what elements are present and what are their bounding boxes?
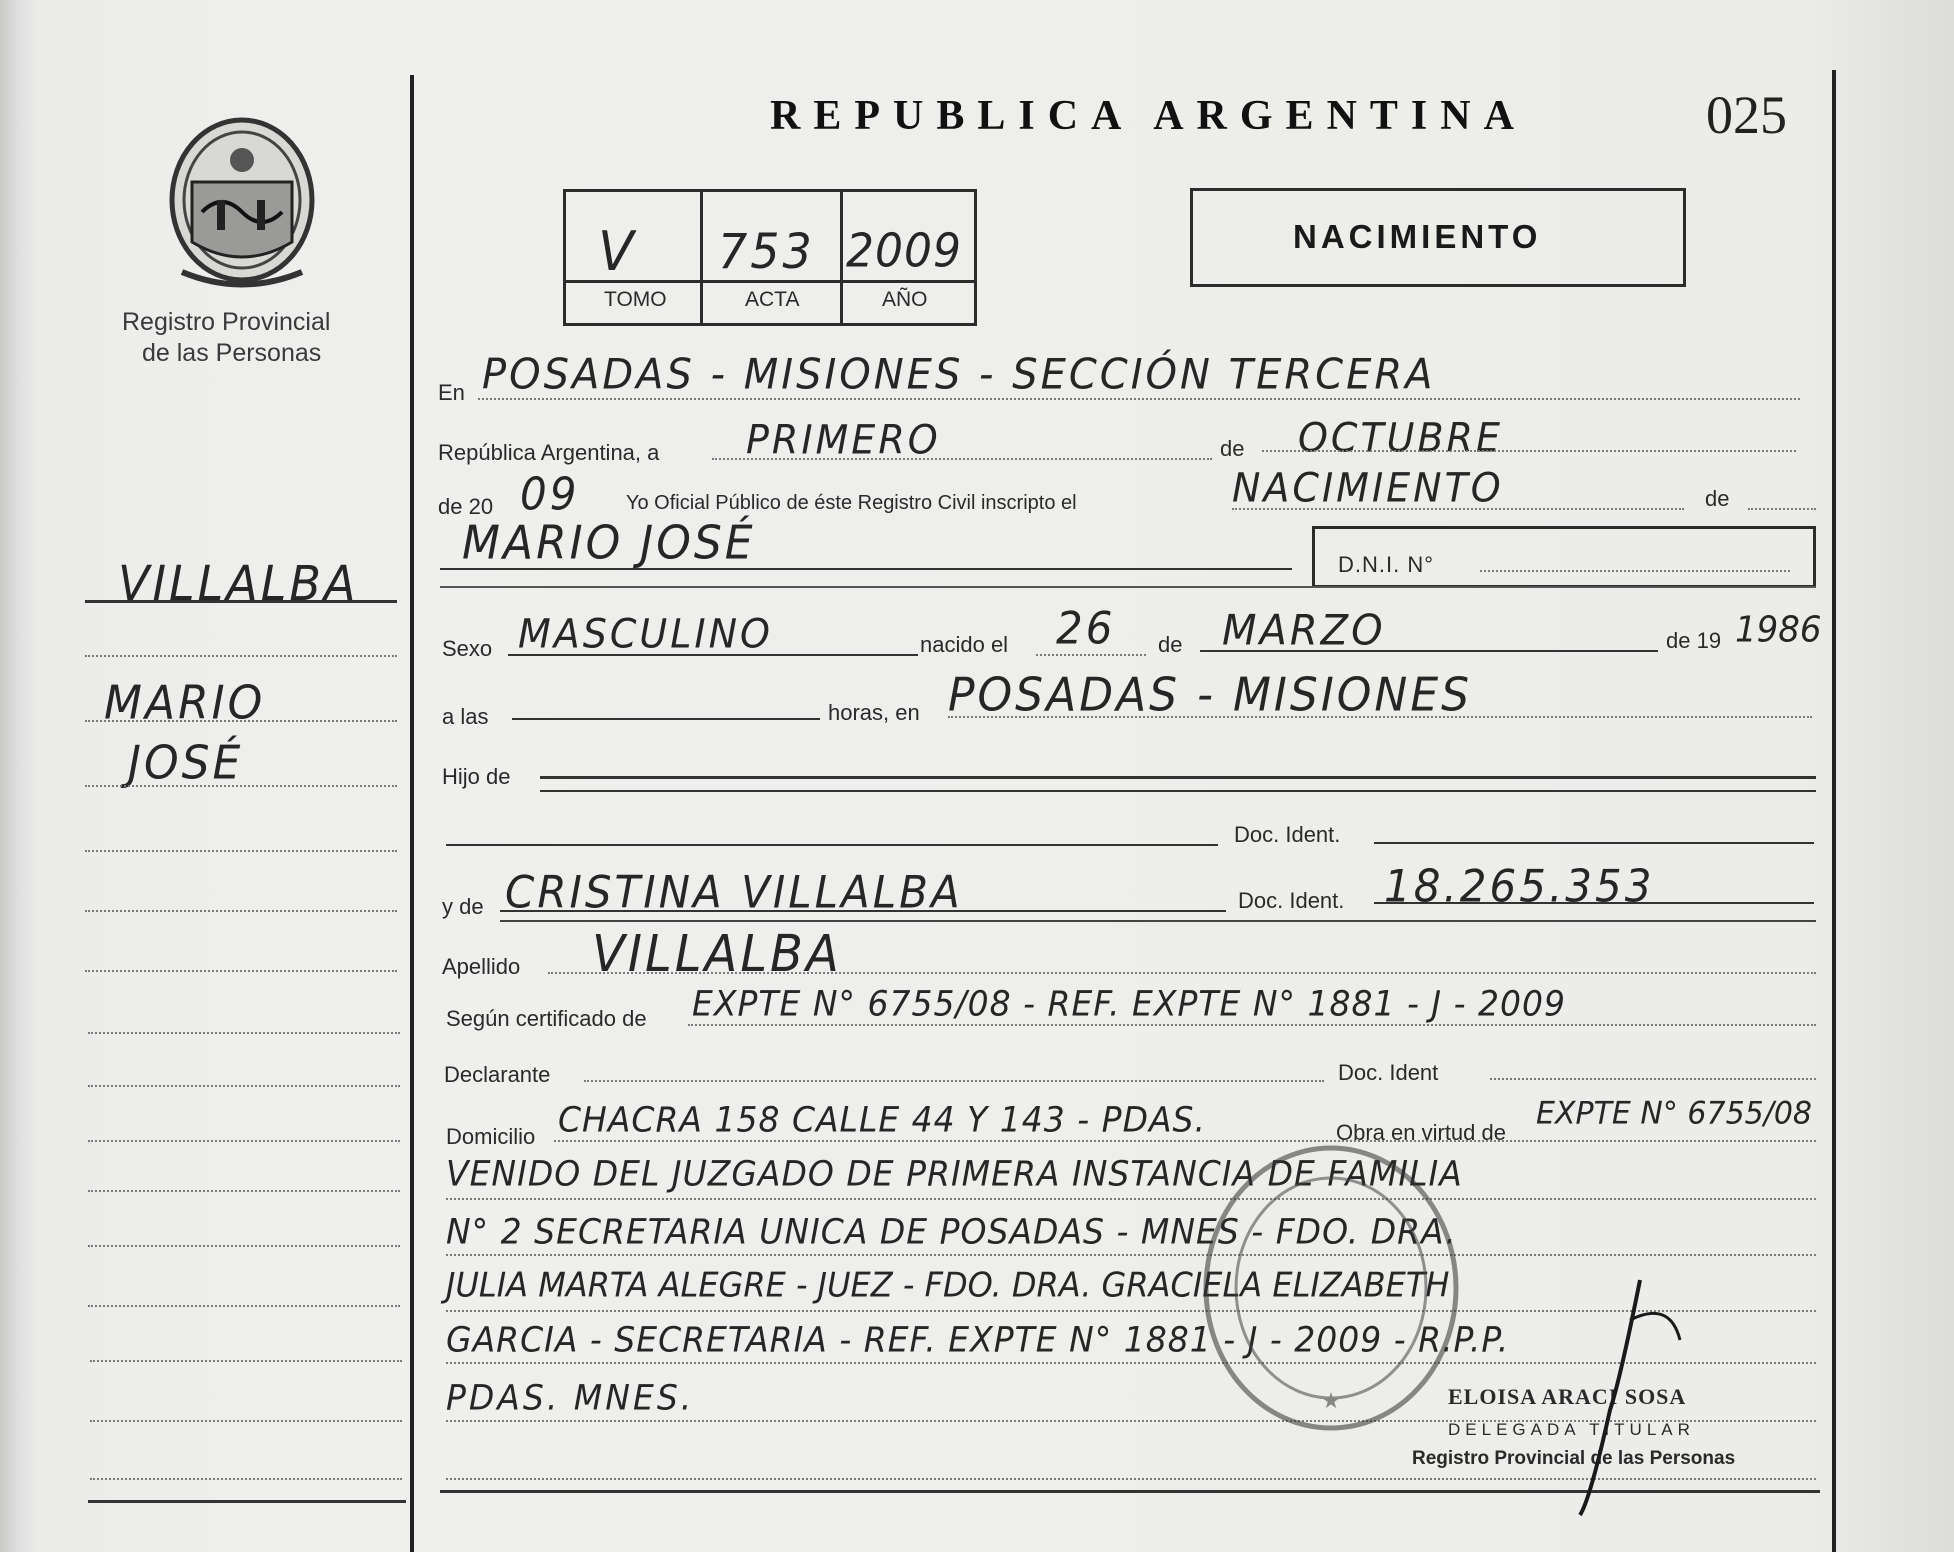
oficial-label: Yo Oficial Público de éste Registro Civil inscripto el [626, 492, 1077, 514]
surname-line [548, 972, 1816, 974]
note-line-2: N° 2 SECRETARIA UNICA DE POSADAS - MNES - FDO. DRA. [446, 1211, 1457, 1252]
place-line [478, 398, 1800, 400]
father-name-line [446, 844, 1218, 846]
margin-given-name-2: JOSÉ [128, 736, 244, 791]
note-line-3: JULIA MARTA ALEGRE - JUEZ - FDO. DRA. GRACIELA ELIZABETH [446, 1265, 1450, 1305]
horas-label: horas, en [828, 700, 920, 725]
tomo-value: V [598, 220, 644, 284]
acta-value: 753 [718, 222, 815, 280]
margin-given-name-1: MARIO [104, 676, 266, 731]
row-separator [500, 920, 1816, 922]
certificate-value: EXPTE N° 6755/08 - REF. EXPTE N° 1881 - J - 2009 [692, 983, 1566, 1024]
agency-name-line1: Registro Provincial [122, 308, 331, 336]
sexo-label: Sexo [442, 636, 493, 661]
margin-dotted-line [90, 1360, 402, 1362]
birth-year-value: 1986 [1735, 609, 1822, 651]
de-line [1748, 508, 1816, 510]
hijo-label: Hijo de [442, 764, 511, 789]
de-label-3: de [1158, 632, 1183, 657]
segun-label: Según certificado de [446, 1006, 647, 1031]
child-name-value: MARIO JOSÉ [462, 516, 756, 571]
margin-dotted-line [85, 720, 397, 722]
margin-dotted-line [88, 1245, 400, 1247]
de-label: de [1220, 436, 1245, 461]
birth-month-line [1200, 650, 1658, 652]
anio-label: AÑO [882, 288, 928, 311]
registry-box-divider [840, 189, 843, 323]
left-column-rule [410, 75, 414, 1552]
record-type-label: NACIMIENTO [1293, 218, 1542, 255]
margin-dotted-line [85, 850, 397, 852]
signature-icon [1560, 1260, 1700, 1520]
margin-dotted-line [88, 1305, 400, 1307]
official-seal-stamp-icon [1196, 1138, 1466, 1438]
right-margin-rule [1832, 70, 1836, 1552]
acta-label: ACTA [745, 288, 800, 311]
declarante-label: Declarante [444, 1062, 551, 1087]
obra-label: Obra en virtud de [1336, 1120, 1506, 1145]
declarante-line [584, 1080, 1324, 1082]
de-year-label: de 19 [1666, 628, 1722, 653]
note-rule [446, 1198, 1816, 1200]
en-label: En [438, 380, 465, 405]
apellido-label: Apellido [442, 954, 521, 979]
day-words-value: PRIMERO [746, 416, 941, 464]
declarante-doc-line [1490, 1078, 1816, 1080]
de-label-2: de [1705, 486, 1730, 511]
father-line-2 [540, 790, 1816, 792]
mother-name-line [500, 910, 1226, 912]
doc-ident-label-2: Doc. Ident. [1238, 888, 1345, 913]
republica-label: República Argentina, a [438, 440, 660, 465]
birth-place-line [948, 716, 1812, 718]
note-line-4: GARCIA - SECRETARIA - REF. EXPTE N° 1881 - J - 2009 - R.P.P. [446, 1319, 1510, 1360]
svg-text:★: ★ [1321, 1389, 1341, 1414]
sex-line [508, 654, 918, 656]
act-type-value: NACIMIENTO [1232, 464, 1504, 512]
birth-day-line [1036, 654, 1146, 656]
margin-dotted-line [88, 1032, 400, 1034]
surname-value: VILLALBA [592, 924, 842, 984]
domicile-line [554, 1140, 1816, 1142]
mother-doc-line [1374, 902, 1814, 904]
margin-dotted-line [88, 1140, 400, 1142]
birth-day-value: 26 [1056, 602, 1116, 655]
margin-surname: VILLALBA [118, 554, 359, 612]
month-words-value: OCTUBRE [1298, 414, 1503, 462]
note-line-5: PDAS. MNES. [446, 1377, 695, 1418]
father-doc-line [1374, 842, 1814, 844]
margin-dotted-line [85, 785, 397, 787]
birth-place-value: POSADAS - MISIONES [948, 668, 1473, 723]
obra-value: EXPTE N° 6755/08 [1536, 1095, 1813, 1132]
margin-dotted-line [90, 1478, 402, 1480]
doc-ident-label-3: Doc. Ident [1338, 1060, 1439, 1085]
agency-name-line2: de las Personas [142, 339, 322, 367]
margin-dotted-line [85, 910, 397, 912]
signer-office: Registro Provincial de las Personas [1412, 1448, 1736, 1469]
domicile-value: CHACRA 158 CALLE 44 Y 143 - PDAS. [558, 1099, 1206, 1140]
signer-name: ELOISA ARACI SOSA [1448, 1384, 1687, 1409]
margin-bottom-rule [88, 1500, 406, 1503]
note-rule [446, 1254, 1816, 1256]
mother-name-value: CRISTINA VILLALBA [505, 866, 963, 919]
anio-value: 2009 [846, 224, 962, 279]
doc-ident-label: Doc. Ident. [1234, 822, 1341, 847]
mother-doc-value: 18.265.353 [1384, 860, 1655, 913]
margin-dotted-line [90, 1420, 402, 1422]
tomo-label: TOMO [604, 288, 667, 311]
month-line [1262, 450, 1796, 452]
margin-dotted-line [88, 1190, 400, 1192]
birth-month-value: MARZO [1222, 606, 1386, 656]
day-line [712, 458, 1212, 460]
hour-line [512, 718, 820, 720]
dni-line [1480, 570, 1790, 572]
child-name-line [440, 568, 1292, 570]
y-de-label: y de [442, 894, 484, 919]
act-type-line [1232, 508, 1684, 510]
year-suffix-value: 09 [520, 468, 580, 521]
year-prefix-label: de 20 [438, 494, 494, 519]
note-line-1: VENIDO DEL JUZGADO DE PRIMERA INSTANCIA DE FAMILIA [446, 1153, 1463, 1194]
margin-underline [85, 600, 397, 603]
certificate-line [688, 1024, 1816, 1026]
country-heading: REPUBLICA ARGENTINA [770, 93, 1527, 139]
row-separator [440, 586, 1816, 588]
registry-box-divider [700, 189, 703, 323]
margin-dotted-line [88, 1085, 400, 1087]
place-value: POSADAS - MISIONES - SECCIÓN TERCERA [482, 350, 1436, 400]
provincial-coat-of-arms-icon [162, 112, 322, 292]
signer-title: DELEGADA TITULAR [1448, 1420, 1695, 1439]
domicilio-label: Domicilio [446, 1124, 536, 1149]
a-las-label: a las [442, 704, 489, 729]
margin-dotted-line [85, 655, 397, 657]
sex-value: MASCULINO [518, 610, 773, 658]
margin-dotted-line [85, 970, 397, 972]
nacido-label: nacido el [920, 632, 1009, 657]
father-line [540, 776, 1816, 779]
page-number: 025 [1706, 85, 1787, 145]
dni-label: D.N.I. N° [1338, 552, 1435, 577]
